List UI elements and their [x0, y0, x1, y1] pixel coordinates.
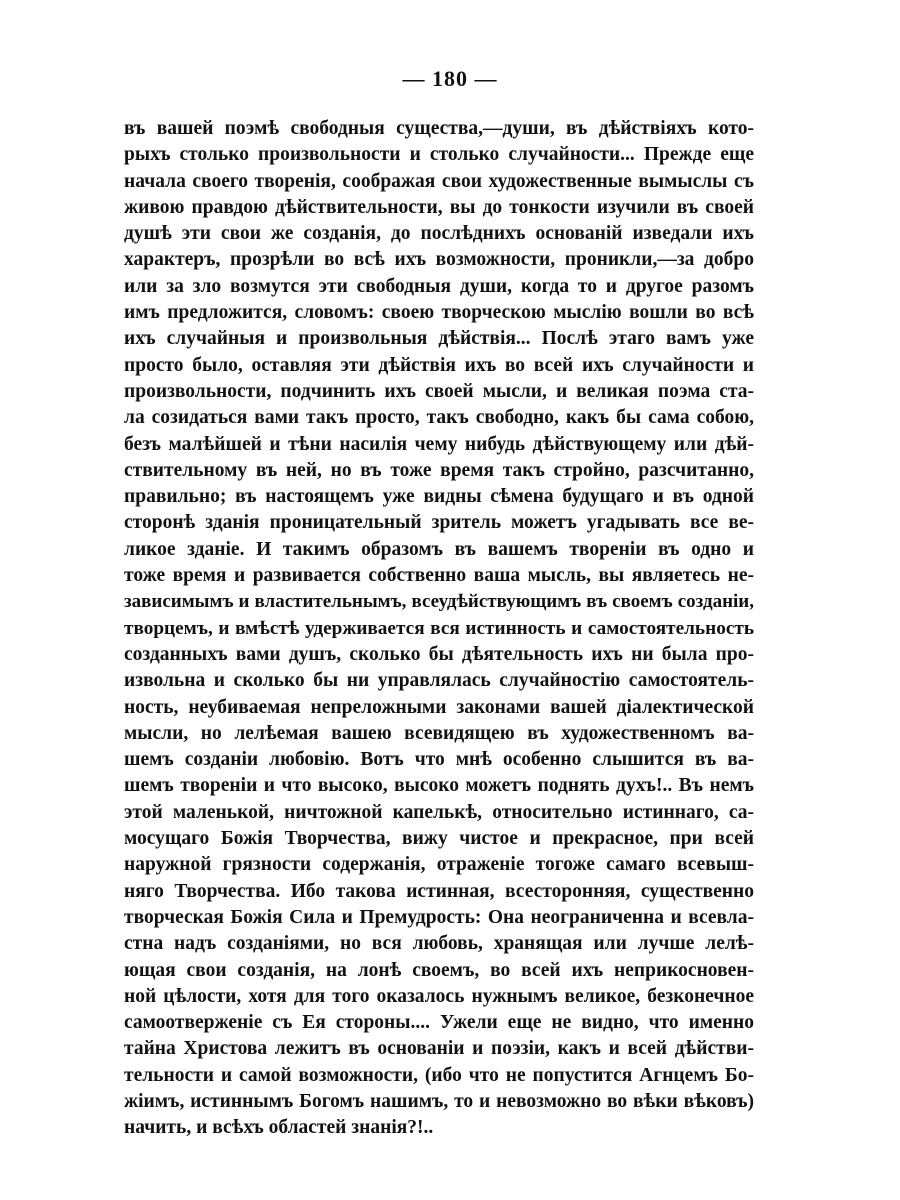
text-line: начала своего творенія, соображая свои художественные вымыслы съ — [124, 170, 754, 192]
text-line: просто было, оставляя эти дѣйствія ихъ во всей ихъ случайности и — [124, 354, 754, 376]
text-line: сторонѣ зданія проницательный зритель можетъ угадывать все ве- — [124, 512, 754, 534]
text-line: самоотверженіе съ Ея стороны.... Ужели еще не видно, что именно — [124, 1012, 754, 1034]
text-line: извольна и сколько бы ни управлялась случайностію самостоятель- — [124, 670, 754, 692]
text-line: жіимъ, истиннымъ Богомъ нашимъ, то и невозможно во вѣки вѣковъ) — [124, 1090, 754, 1112]
text-line: въ вашей поэмѣ свободныя существа,—души, въ дѣйствіяхъ кото- — [124, 118, 754, 139]
text-line: наружной грязности содержанія, отраженіе тогоже самаго всевыш- — [124, 854, 754, 876]
text-line: творческая Божія Сила и Премудрость: Она неограниченна и всевла- — [124, 906, 754, 928]
text-line: произвольности, подчинить ихъ своей мысли, и великая поэма ста- — [124, 380, 754, 402]
text-line: мысли, но лелѣемая вашею всевидящею въ художественномъ ва- — [124, 722, 754, 744]
page-number: — 180 — — [402, 66, 498, 91]
text-line: творцемъ, и вмѣстѣ удерживается вся истинность и самостоятельность — [124, 617, 754, 639]
text-line: ность, неубиваемая непреложными законами вашей діалектической — [124, 696, 754, 718]
text-line: характеръ, прозрѣли во всѣ ихъ возможности, проникли,—за добро — [124, 249, 754, 271]
text-line: няго Творчества. Ибо такова истинная, всесторонняя, существенно — [124, 880, 754, 902]
text-line: ной цѣлости, хотя для того оказалось нужнымъ великое, безконечное — [124, 985, 754, 1007]
text-line: тоже время и развивается собственно ваша мысль, вы являетесь не- — [124, 565, 754, 587]
text-line: или за зло возмутся эти свободныя души, когда то и другое разомъ — [124, 275, 754, 297]
text-line: живою правдою дѣйствительности, вы до тонкости изучили въ своей — [124, 196, 754, 218]
text-line: тельности и самой возможности, (ибо что не попустится Агнцемъ Бо- — [124, 1064, 754, 1086]
text-line: правильно; въ настоящемъ уже видны сѣмена будущаго и въ одной — [124, 486, 754, 508]
text-line: имъ предложится, словомъ: своею творческою мыслію вошли во всѣ — [124, 302, 754, 324]
text-line: ликое зданіе. И такимъ образомъ въ вашемъ твореніи въ одно и — [124, 538, 754, 560]
text-line: ла созидаться вами такъ просто, такъ свободно, какъ бы сама собою, — [124, 407, 754, 429]
text-line: ющая свои созданія, на лонѣ своемъ, во всей ихъ неприкосновен- — [124, 959, 754, 981]
text-line: безъ малѣйшей и тѣни насилія чему нибудь дѣйствующему или дѣй- — [124, 433, 754, 455]
text-line: шемъ созданіи любовію. Вотъ что мнѣ особенно слышится въ ва- — [124, 749, 754, 771]
body-text — [124, 116, 754, 1142]
text-line: созданныхъ вами душъ, сколько бы дѣятельность ихъ ни была про- — [124, 643, 754, 665]
text-line: ствительному въ ней, но въ тоже время такъ стройно, разсчитанно, — [124, 459, 754, 481]
text-line: зависимымъ и властительнымъ, всеудѣйствующимъ въ своемъ созданіи, — [124, 591, 754, 613]
text-line: шемъ твореніи и что высоко, высоко можетъ поднять духъ!.. Въ немъ — [124, 775, 754, 797]
text-line: рыхъ столько произвольности и столько случайности... Прежде еще — [124, 144, 754, 166]
text-line: душѣ эти свои же созданія, до послѣднихъ основаній изведали ихъ — [124, 223, 754, 245]
text-line: тайна Христова лежитъ въ основаніи и поэзіи, какъ и всей дѣйстви- — [124, 1038, 754, 1060]
text-line: начить, и всѣхъ областей знанія?!.. — [124, 1117, 434, 1139]
text-line: стна надъ созданіями, но вся любовь, хранящая или лучше лелѣ- — [124, 933, 754, 955]
text-line: этой маленькой, ничтожной капелькѣ, относительно истиннаго, са- — [124, 801, 754, 823]
text-line: мосущаго Божія Творчества, вижу чистое и прекрасное, при всей — [124, 828, 754, 850]
text-line: ихъ случайныя и произвольныя дѣйствія... Послѣ этаго вамъ уже — [124, 328, 754, 350]
